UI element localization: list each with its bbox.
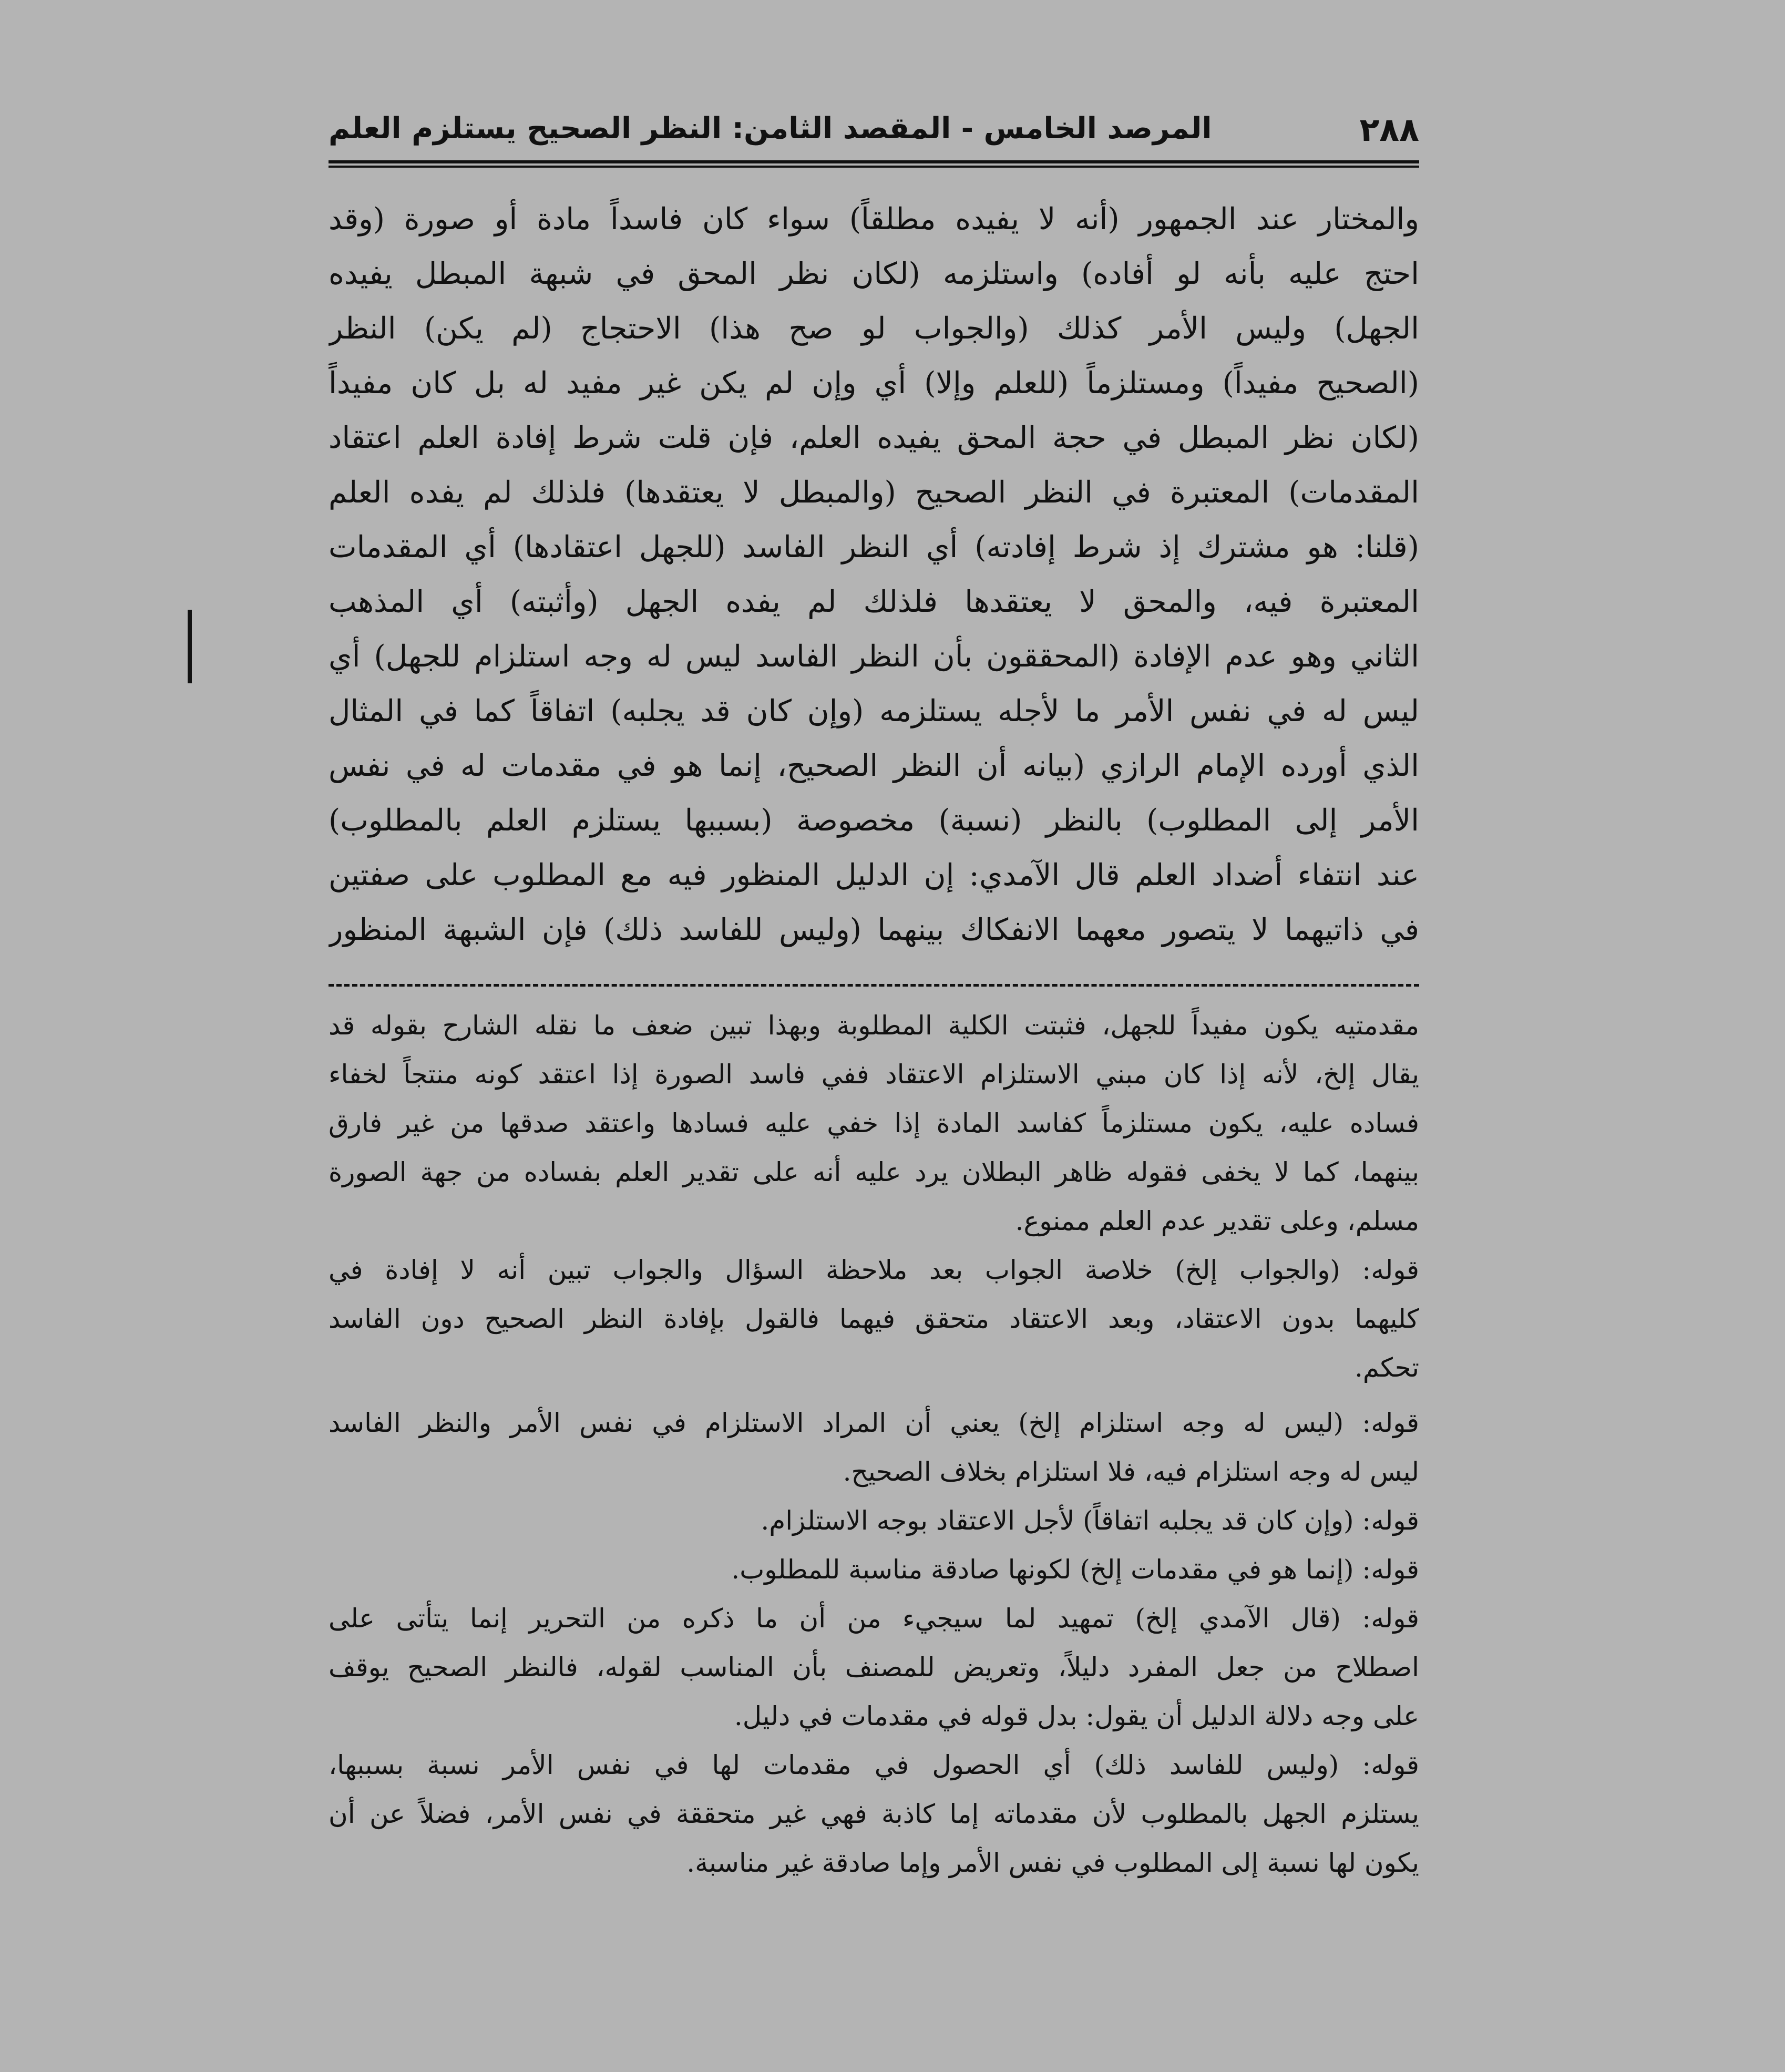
note-line: قوله: (وليس للفاسد ذلك) أي الحصول في مقدمات لها في نفس الأمر نسبة بسببها، [329,1750,1419,1780]
note-line: مقدمتيه يكون مفيداً للجهل، فثبتت الكلية المطلوبة وبهذا تبين ضعف ما نقله الشارح بقوله قد [329,1010,1419,1041]
running-title: المرصد الخامس - المقصد الثامن: النظر الصحيح يستلزم العلم [329,111,1212,146]
main-line: احتج عليه بأنه لو أفاده) واستلزمه (لكان نظر المحق في شبهة المبطل يفيده [329,257,1419,291]
note-line: قوله: (قال الآمدي إلخ) تمهيد لما سيجيء من أن ما ذكره من التحرير إنما يتأتى على [329,1603,1419,1634]
note-line: كليهما بدون الاعتقاد، وبعد الاعتقاد متحقق فيهما فالقول بإفادة النظر الصحيح دون الفاسد [329,1304,1419,1334]
note-line: يقال إلخ، لأنه إذا كان مبني الاستلزام الاعتقاد ففي فاسد الصورة إذا اعتقد كونه منتجاً لخفاء [329,1059,1419,1090]
book-page [329,105,1419,2024]
main-text [329,192,1419,957]
note-line: تحكم. [1355,1352,1419,1383]
note-line: قوله: (ليس له وجه استلزام إلخ) يعني أن المراد الاستلزام في نفس الأمر والنظر الفاسد [329,1408,1419,1438]
main-line: الثاني وهو عدم الإفادة (المحققون بأن النظر الفاسد ليس له وجه استلزام للجهل) أي [329,639,1419,674]
main-line: في ذاتيهما لا يتصور معهما الانفكاك بينهما (وليس للفاسد ذلك) فإن الشبهة المنظور [329,912,1419,947]
note-line: ليس له وجه استلزام فيه، فلا استلزام بخلاف الصحيح. [843,1456,1419,1487]
main-line: الذي أورده الإمام الرازي (بيانه أن النظر الصحيح، إنما هو في مقدمات له في نفس [329,748,1419,783]
note-line: يكون لها نسبة إلى المطلوب في نفس الأمر وإما صادقة غير مناسبة. [686,1848,1419,1878]
main-line: (لكان نظر المبطل في حجة المحق يفيده العلم، فإن قلت شرط إفادة العلم اعتقاد [329,420,1419,455]
note-line: بينهما، كما لا يخفى فقوله ظاهر البطلان يرد عليه أنه على تقدير العلم بفساده من جهة الصورة [329,1157,1419,1187]
page-header [329,105,1419,163]
main-line: الأمر إلى المطلوب) بالنظر (نسبة) مخصوصة (بسببها يستلزم العلم بالمطلوب) [329,803,1419,838]
main-line: الجهل) وليس الأمر كذلك (والجواب لو صح هذا) الاحتجاج (لم يكن) النظر [329,311,1419,346]
note-gap [329,1392,1419,1399]
note-line: قوله: (والجواب إلخ) خلاصة الجواب بعد ملاحظة السؤال والجواب تبين أنه لا إفادة في [329,1255,1419,1285]
main-line: (الصحيح مفيداً) ومستلزماً (للعلم وإلا) أي وإن لم يكن غير مفيد له بل كان مفيداً [329,366,1419,401]
margin-mark [188,610,192,683]
note-line: قوله: (إنما هو في مقدمات إلخ) لكونها صادقة مناسبة للمطلوب. [731,1554,1419,1585]
page-number: ٢٨٨ [1359,110,1419,149]
main-line: عند انتفاء أضداد العلم قال الآمدي: إن الدليل المنظور فيه مع المطلوب على صفتين [329,858,1419,893]
main-line: والمختار عند الجمهور (أنه لا يفيده مطلقاً) سواء كان فاسداً مادة أو صورة (وقد [329,202,1419,237]
main-line: المقدمات) المعتبرة في النظر الصحيح (والمبطل لا يعتقدها) فلذلك لم يفده العلم [329,475,1419,510]
footnotes [329,1001,1419,1888]
main-line: المعتبرة فيه، والمحق لا يعتقدها فلذلك لم يفده الجهل (وأثبته) أي المذهب [329,584,1419,619]
note-line: اصطلاح من جعل المفرد دليلاً، وتعريض للمصنف بأن المناسب لقوله، فالنظر الصحيح يوقف [329,1652,1419,1683]
note-line: مسلم، وعلى تقدير عدم العلم ممنوع. [1015,1206,1419,1236]
footnote-divider [329,984,1419,987]
note-line: على وجه دلالة الدليل أن يقول: بدل قوله في مقدمات في دليل. [734,1701,1419,1731]
note-line: يستلزم الجهل بالمطلوب لأن مقدماته إما كاذبة فهي غير متحققة في نفس الأمر، فضلاً عن أن [329,1799,1419,1829]
main-line: (قلنا: هو مشترك إذ شرط إفادته) أي النظر الفاسد (للجهل اعتقادها) أي المقدمات [329,530,1419,565]
main-line: ليس له في نفس الأمر ما لأجله يستلزمه (وإن كان قد يجلبه) اتفاقاً كما في المثال [329,694,1419,729]
note-line: قوله: (وإن كان قد يجلبه اتفاقاً) لأجل الاعتقاد بوجه الاستلزام. [761,1505,1419,1536]
note-line: فساده عليه، يكون مستلزماً كفاسد المادة إذا خفي عليه فسادها واعتقد صدقها من غير فارق [329,1108,1419,1138]
header-rule [329,160,1419,168]
